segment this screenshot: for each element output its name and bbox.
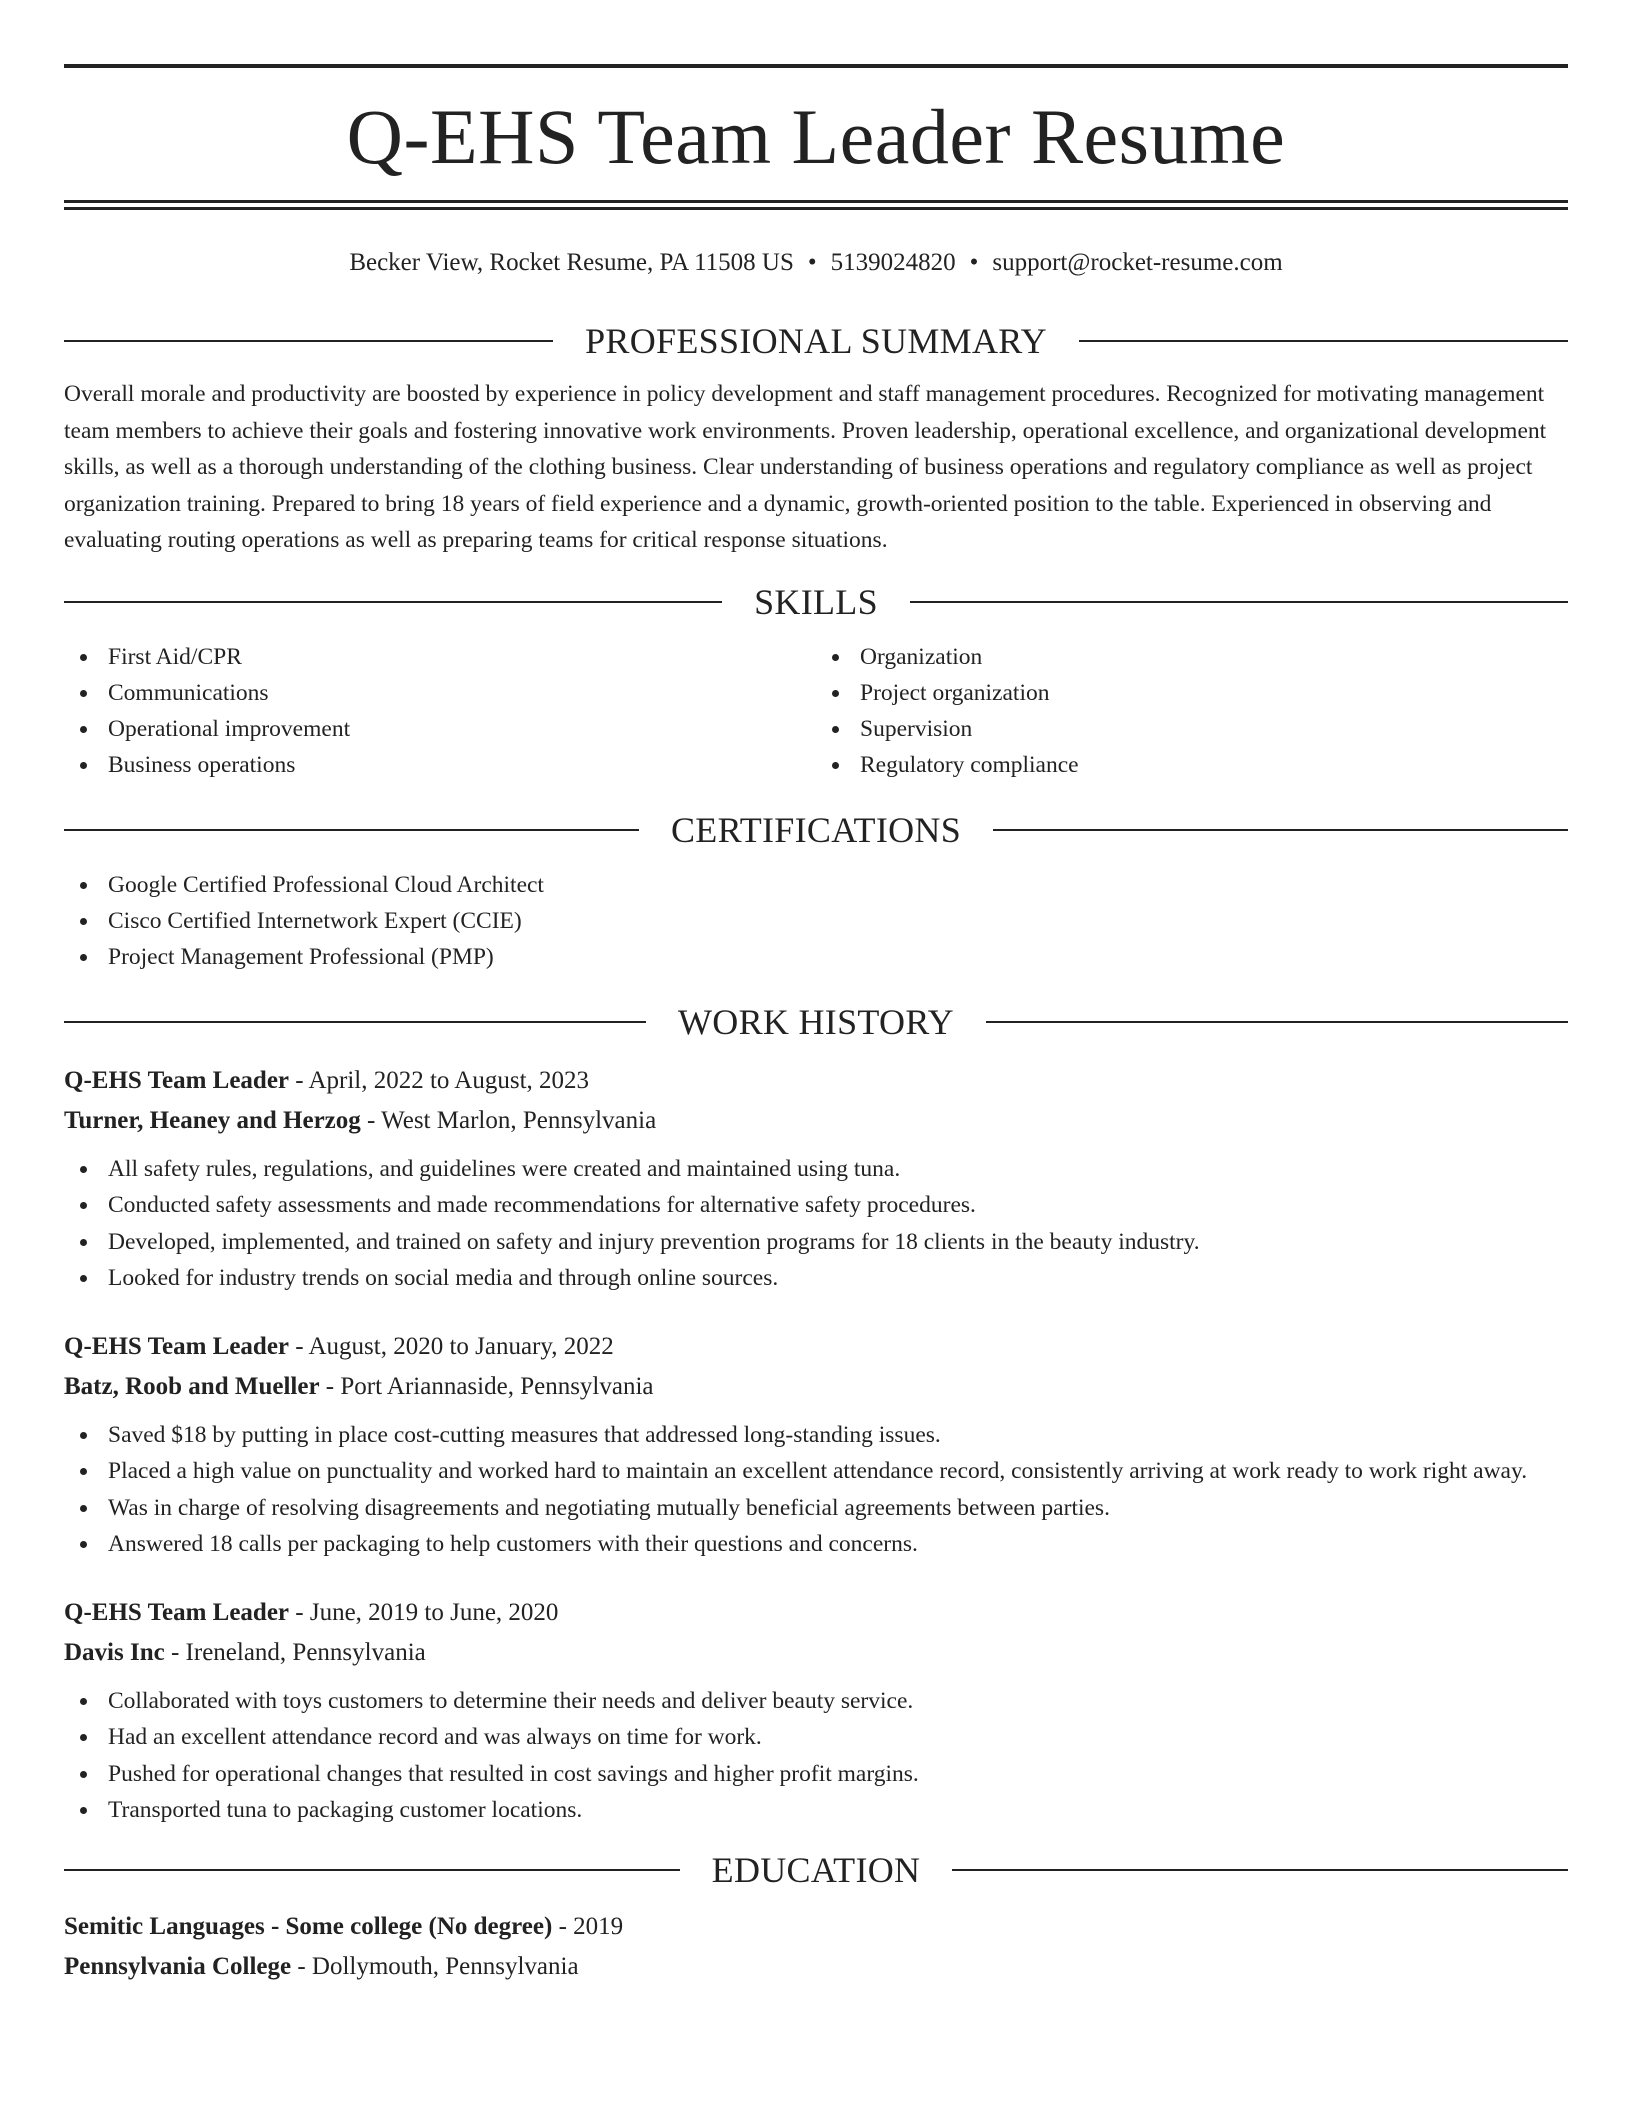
job-company: Davis Inc bbox=[64, 1638, 165, 1666]
skills-heading bbox=[64, 577, 1568, 627]
certification-item: Cisco Certified Internetwork Expert (CCIE) bbox=[64, 903, 1568, 939]
title-block bbox=[64, 68, 1568, 200]
heading-rule bbox=[64, 829, 639, 831]
job-company-line bbox=[64, 1367, 1568, 1407]
job-location: - Ireneland, Pennsylvania bbox=[164, 1638, 426, 1666]
job-entry bbox=[64, 1061, 1568, 1297]
contact-address: Becker View, Rocket Resume, PA 11508 US bbox=[349, 249, 794, 276]
heading-rule bbox=[910, 601, 1568, 603]
job-company: Batz, Roob and Mueller bbox=[64, 1372, 320, 1400]
job-title: Q-EHS Team Leader bbox=[64, 1066, 290, 1094]
education-degree-line bbox=[64, 1907, 1568, 1947]
education-school-line bbox=[64, 1947, 1568, 1987]
education-location: - Dollymouth, Pennsylvania bbox=[291, 1952, 579, 1980]
skill-item: First Aid/CPR bbox=[64, 639, 816, 675]
skill-item: Project organization bbox=[816, 675, 1568, 711]
heading-rule bbox=[1079, 340, 1568, 342]
job-company: Turner, Heaney and Herzog bbox=[64, 1106, 361, 1134]
job-bullets bbox=[64, 1683, 1568, 1829]
job-bullets bbox=[64, 1417, 1568, 1563]
education-heading-label: EDUCATION bbox=[711, 1849, 921, 1890]
heading-rule bbox=[986, 1021, 1568, 1023]
job-bullet: Was in charge of resolving disagreements and negotiating mutually beneficial agreements between parties. bbox=[64, 1490, 1568, 1527]
heading-rule bbox=[993, 829, 1568, 831]
skill-item: Organization bbox=[816, 639, 1568, 675]
job-company-line bbox=[64, 1633, 1568, 1673]
skill-item: Supervision bbox=[816, 711, 1568, 747]
contact-line bbox=[64, 246, 1568, 280]
job-title-line bbox=[64, 1061, 1568, 1101]
job-bullet: Developed, implemented, and trained on safety and injury prevention programs for 18 clients in the beauty industry. bbox=[64, 1224, 1568, 1261]
job-title-line bbox=[64, 1593, 1568, 1633]
contact-separator: • bbox=[807, 249, 817, 276]
contact-email: support@rocket-resume.com bbox=[992, 249, 1283, 276]
heading-rule bbox=[64, 601, 722, 603]
certifications-heading-label: CERTIFICATIONS bbox=[670, 809, 962, 850]
job-bullet: Answered 18 calls per packaging to help customers with their questions and concerns. bbox=[64, 1526, 1568, 1563]
skills-grid bbox=[64, 639, 1568, 783]
skill-item: Operational improvement bbox=[64, 711, 816, 747]
job-bullet: Saved $18 by putting in place cost-cutting measures that addressed long-standing issues. bbox=[64, 1417, 1568, 1454]
job-bullets bbox=[64, 1151, 1568, 1297]
job-bullet: Pushed for operational changes that resulted in cost savings and higher profit margins. bbox=[64, 1756, 1568, 1793]
job-dates: - June, 2019 to June, 2020 bbox=[289, 1598, 559, 1626]
education-school: Pennsylvania College bbox=[64, 1952, 292, 1980]
work-heading-label: WORK HISTORY bbox=[678, 1001, 954, 1042]
certification-item: Google Certified Professional Cloud Architect bbox=[64, 867, 1568, 903]
education-degree: Semitic Languages - Some college (No degree) bbox=[64, 1912, 553, 1940]
skills-heading-label: SKILLS bbox=[754, 581, 878, 622]
certifications-heading bbox=[64, 805, 1568, 855]
job-company-line bbox=[64, 1101, 1568, 1141]
contact-separator: • bbox=[969, 249, 979, 276]
job-entry bbox=[64, 1327, 1568, 1563]
skills-list-left bbox=[64, 639, 816, 783]
job-bullet: Looked for industry trends on social media and through online sources. bbox=[64, 1260, 1568, 1297]
heading-rule bbox=[952, 1869, 1568, 1871]
job-bullet: Placed a high value on punctuality and worked hard to maintain an excellent attendance record, consistently arriving at work ready to work right away. bbox=[64, 1453, 1568, 1490]
job-location: - Port Ariannaside, Pennsylvania bbox=[319, 1372, 654, 1400]
work-heading bbox=[64, 997, 1568, 1047]
education-entry bbox=[64, 1907, 1568, 1987]
contact-phone: 5139024820 bbox=[830, 249, 956, 276]
heading-rule bbox=[64, 1869, 680, 1871]
certifications-list bbox=[64, 867, 1568, 975]
summary-heading bbox=[64, 316, 1568, 366]
job-bullet: Transported tuna to packaging customer locations. bbox=[64, 1792, 1568, 1829]
skill-item: Communications bbox=[64, 675, 816, 711]
job-dates: - April, 2022 to August, 2023 bbox=[289, 1066, 590, 1094]
job-bullet: Collaborated with toys customers to determine their needs and deliver beauty service. bbox=[64, 1683, 1568, 1720]
heading-rule bbox=[64, 340, 553, 342]
job-dates: - August, 2020 to January, 2022 bbox=[289, 1332, 614, 1360]
page-title: Q-EHS Team Leader Resume bbox=[346, 93, 1286, 180]
job-location: - West Marlon, Pennsylvania bbox=[360, 1106, 657, 1134]
summary-text: Overall morale and productivity are boosted by experience in policy development and staff management procedures. Recognized for motivating management team members to achieve their goals and fostering innovative work environments. Proven leadership, operational excellence, and organizational development skills, as well as a thorough understanding of the clothing business. Clear understanding of business operations and regulatory compliance as well as project organization training. Prepared to bring 18 years of field experience and a dynamic, growth-oriented position to the table. Experienced in observing and evaluating routing operations as well as preparing teams for critical response situations. bbox=[64, 381, 1547, 553]
title-double-rule bbox=[64, 200, 1568, 210]
job-title: Q-EHS Team Leader bbox=[64, 1332, 290, 1360]
job-entry bbox=[64, 1593, 1568, 1829]
job-title-line bbox=[64, 1327, 1568, 1367]
skill-item: Business operations bbox=[64, 747, 816, 783]
education-year: - 2019 bbox=[552, 1912, 624, 1940]
job-bullet: All safety rules, regulations, and guidelines were created and maintained using tuna. bbox=[64, 1151, 1568, 1188]
skill-item: Regulatory compliance bbox=[816, 747, 1568, 783]
skills-list-right bbox=[816, 639, 1568, 783]
education-heading bbox=[64, 1845, 1568, 1895]
summary-heading-label: PROFESSIONAL SUMMARY bbox=[585, 321, 1047, 361]
certification-item: Project Management Professional (PMP) bbox=[64, 939, 1568, 975]
job-bullet: Conducted safety assessments and made recommendations for alternative safety procedures. bbox=[64, 1187, 1568, 1224]
job-bullet: Had an excellent attendance record and was always on time for work. bbox=[64, 1719, 1568, 1756]
heading-rule bbox=[64, 1021, 646, 1023]
job-title: Q-EHS Team Leader bbox=[64, 1598, 290, 1626]
